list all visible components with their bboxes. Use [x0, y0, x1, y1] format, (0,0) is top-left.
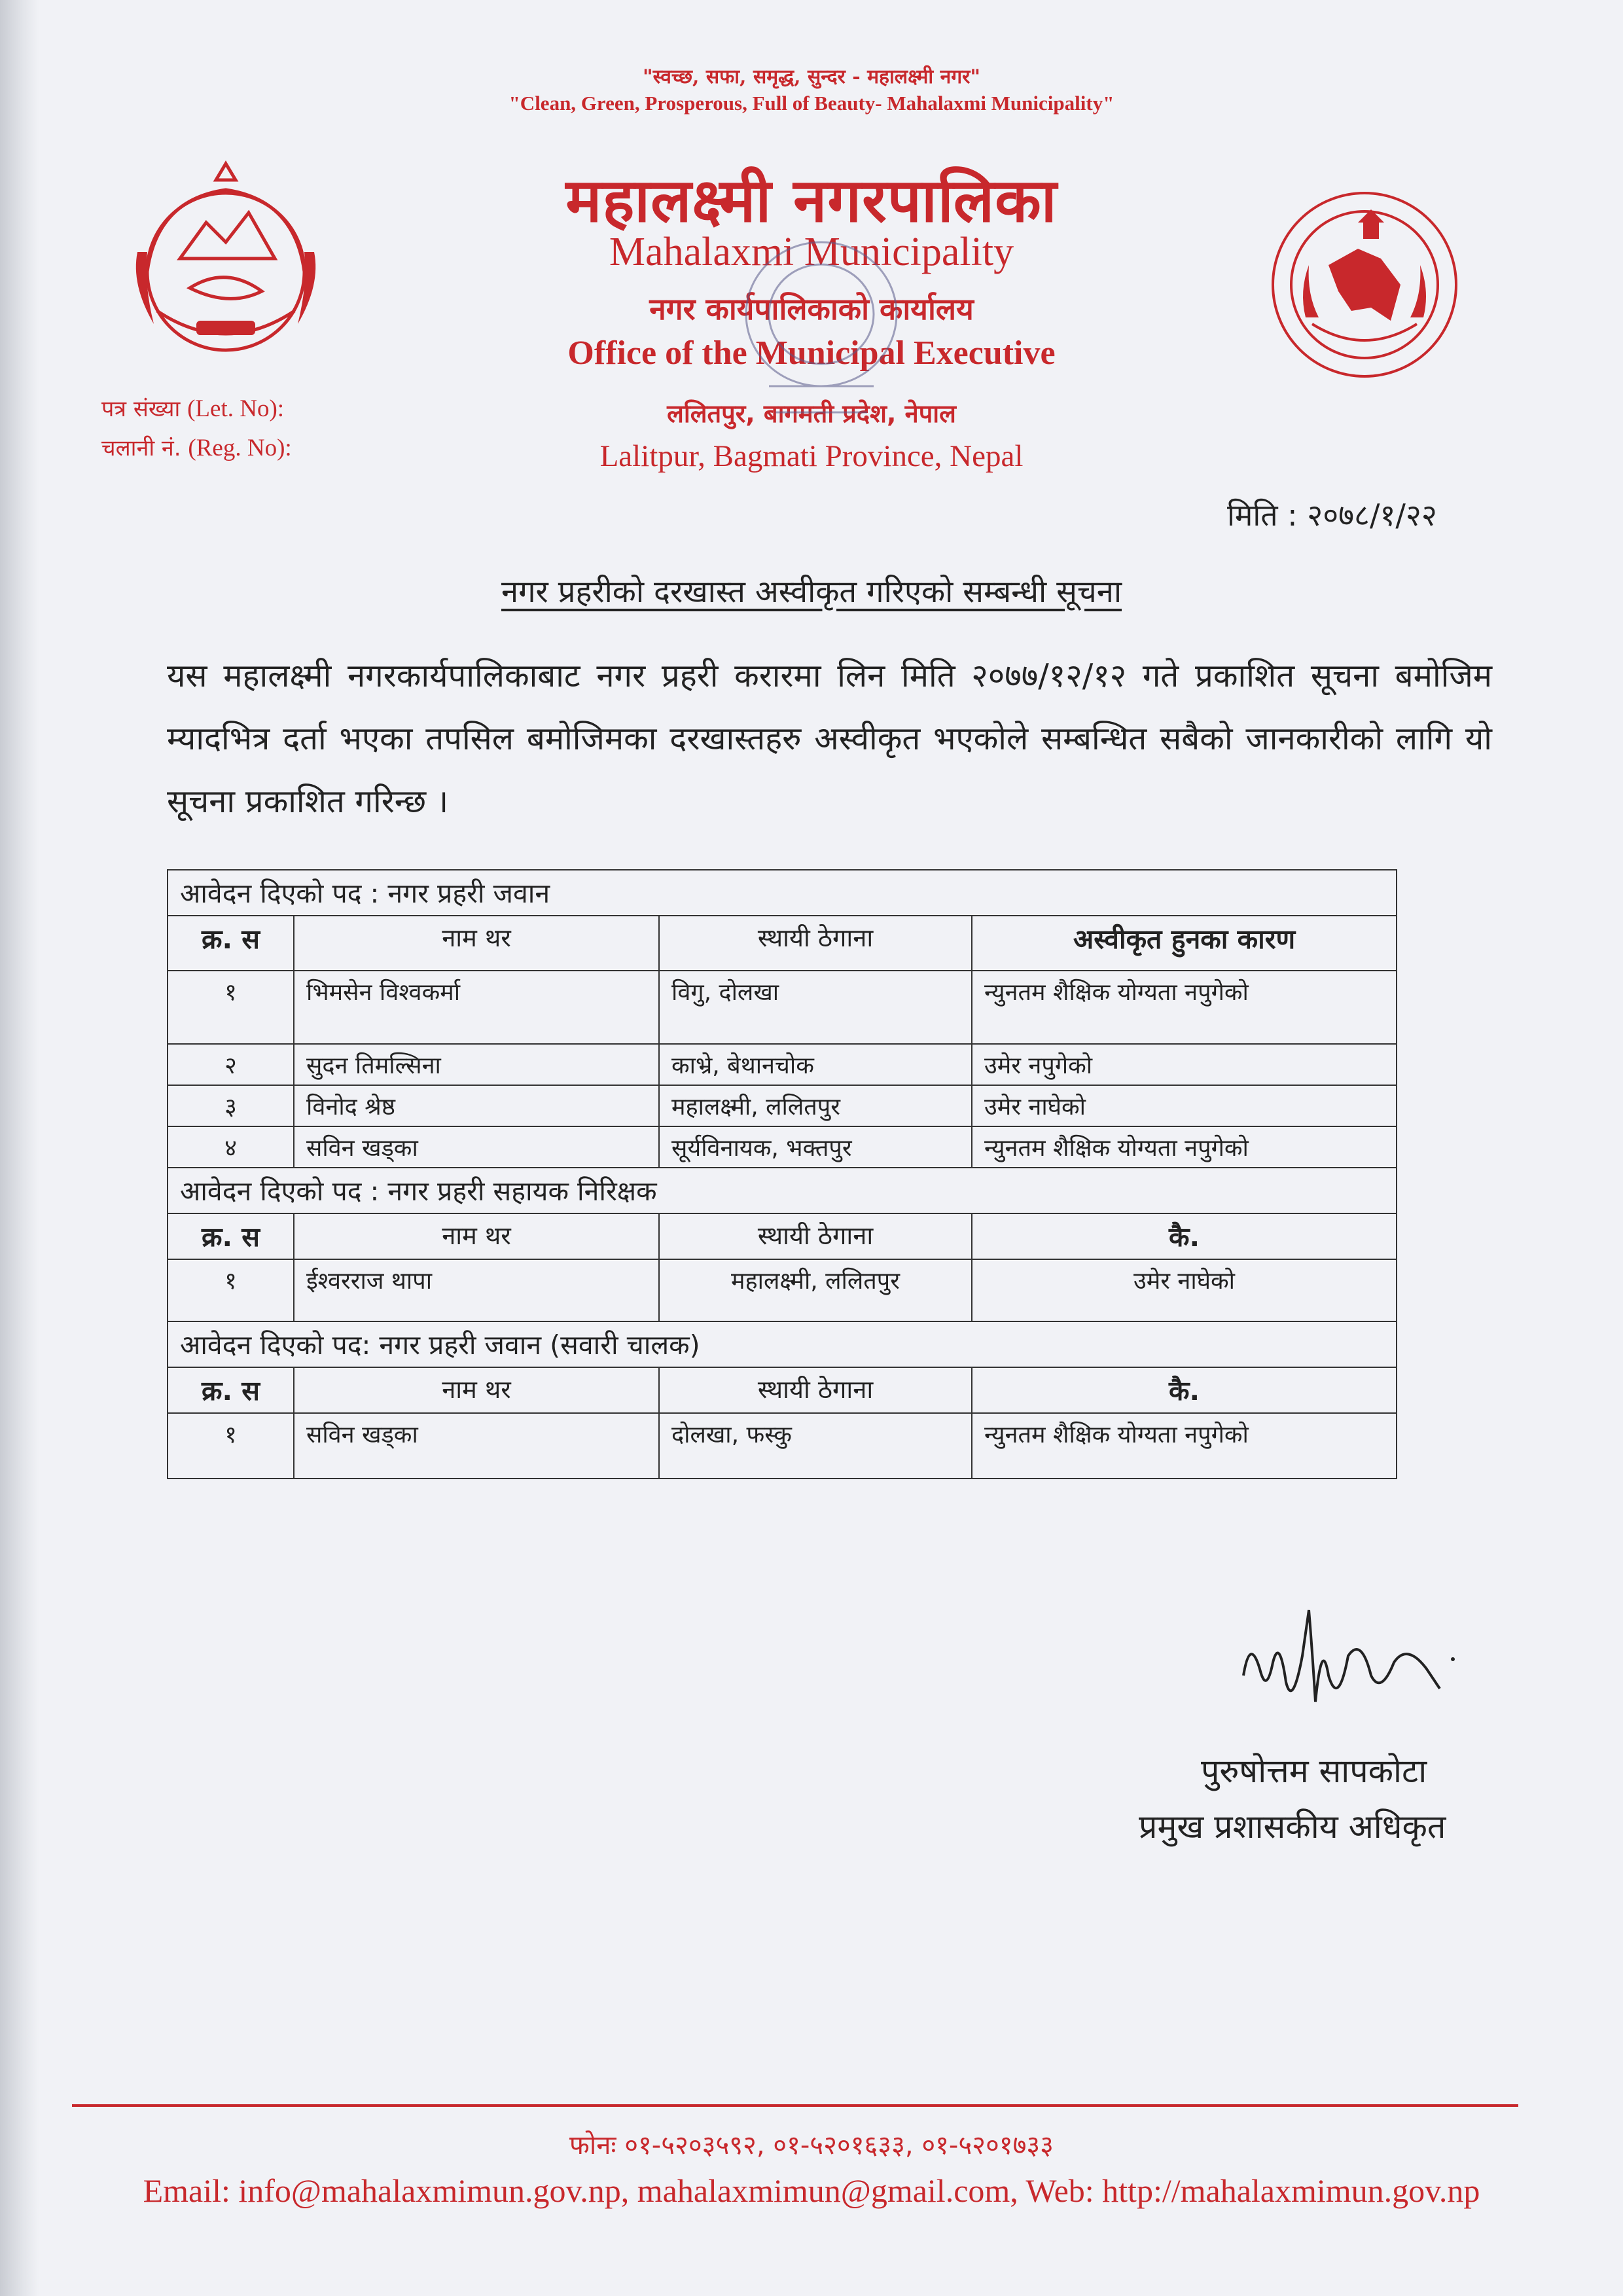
column-header-serial: क्र. स [168, 1367, 294, 1413]
table-row [168, 1085, 1397, 1126]
notice-body: यस महालक्ष्मी नगरकार्यपालिकाबाट नगर प्रहरी करारमा लिन मिति २०७७/१२/१२ गते प्रकाशित सूचना बमोजिम म्यादभित्र दर्ता भएका तपसिल बमोजिमका दरखास्तहरु अस्वीकृत भएकोले सम्बन्धित सबैको जानकारीको लागि यो सूचना प्रकाशित गरिन्छ । [167, 657, 1493, 820]
name-cell: सविन खड्का [294, 1413, 659, 1479]
notice-date: मिति : २०७८/१/२२ [1227, 497, 1437, 533]
registration-number-label-np: चलानी नं. [101, 435, 181, 461]
table-row [168, 1044, 1397, 1085]
address-cell: विगु, दोलखा [659, 971, 972, 1044]
municipality-title-nepali: महालक्ष्मी नगरपालिका [565, 166, 1058, 236]
column-header-remarks: कै. [972, 1367, 1397, 1413]
office-title-english: Office of the Municipal Executive [567, 334, 1056, 372]
municipality-title-english: Mahalaxmi Municipality [609, 230, 1014, 274]
column-header-serial: क्र. स [168, 916, 294, 971]
column-header-address: स्थायी ठेगाना [659, 1367, 972, 1413]
signatory-designation: प्रमुख प्रशासकीय अधिकृत [1139, 1808, 1446, 1846]
remarks-cell: न्युनतम शैक्षिक योग्यता नपुगेको [972, 1413, 1397, 1479]
letter-number-label-en: (Let. No): [187, 395, 285, 422]
slogan-nepali: "स्वच्छ, सफा, समृद्ध, सुन्दर - महालक्ष्मी नगर" [642, 65, 981, 88]
table-row [168, 1413, 1397, 1479]
notice-subject-text: नगर प्रहरीको दरखास्त अस्वीकृत गरिएको सम्बन्धी सूचना [501, 574, 1122, 610]
address-cell: काभ्रे, बेथानचोक [659, 1044, 972, 1085]
letter-number-label-np: पत्र संख्या [101, 396, 181, 422]
office-stamp [730, 223, 913, 452]
serial-cell: २ [168, 1044, 294, 1085]
column-header-reason: अस्वीकृत हुनका कारण [972, 916, 1397, 971]
name-cell: सविन खड्का [294, 1126, 659, 1168]
table-section-title: आवेदन दिएको पद : नगर प्रहरी जवान [168, 870, 1397, 916]
table-section-title: आवेदन दिएको पद : नगर प्रहरी सहायक निरिक्षक [168, 1168, 1397, 1213]
column-header-name: नाम थर [294, 1367, 659, 1413]
column-header-serial: क्र. स [168, 1213, 294, 1259]
rejected-applicants-table-1 [167, 869, 1397, 1479]
serial-cell: ३ [168, 1085, 294, 1126]
address-cell: सूर्यविनायक, भक्तपुर [659, 1126, 972, 1168]
mahalaxmi-municipality-logo [1266, 187, 1463, 383]
address-english: Lalitpur, Bagmati Province, Nepal [599, 439, 1024, 473]
serial-cell: १ [168, 971, 294, 1044]
slogan-english: "Clean, Green, Prosperous, Full of Beauty- Mahalaxmi Municipality" [508, 92, 1115, 115]
serial-cell: १ [168, 1259, 294, 1321]
signatory-name: पुरुषोत्तम सापकोटा [1201, 1752, 1427, 1790]
name-cell: सुदन तिमल्सिना [294, 1044, 659, 1085]
reason-cell: न्युनतम शैक्षिक योग्यता नपुगेको [972, 1126, 1397, 1168]
name-cell: ईश्वरराज थापा [294, 1259, 659, 1321]
serial-cell: ४ [168, 1126, 294, 1168]
serial-cell: १ [168, 1413, 294, 1479]
office-title-nepali: नगर कार्यपालिकाको कार्यालय [649, 291, 974, 327]
column-header-name: नाम थर [294, 1213, 659, 1259]
name-cell: विनोद श्रेष्ठ [294, 1085, 659, 1126]
reason-cell: उमेर नाघेको [972, 1085, 1397, 1126]
table-row [168, 971, 1397, 1044]
column-header-name: नाम थर [294, 916, 659, 971]
address-cell: महालक्ष्मी, ललितपुर [659, 1259, 972, 1321]
registration-number-label [101, 432, 292, 462]
reason-cell: न्युनतम शैक्षिक योग्यता नपुगेको [972, 971, 1397, 1044]
table-row [168, 1259, 1397, 1321]
address-cell: महालक्ष्मी, ललितपुर [659, 1085, 972, 1126]
name-cell: भिमसेन विश्वकर्मा [294, 971, 659, 1044]
reason-cell: उमेर नपुगेको [972, 1044, 1397, 1085]
table-row [168, 1126, 1397, 1168]
address-nepali: ललितपुर, बागमती प्रदेश, नेपाल [667, 399, 956, 428]
remarks-cell: उमेर नाघेको [972, 1259, 1397, 1321]
footer-email-web: Email: info@mahalaxmimun.gov.np, mahalaxmimun@gmail.com, Web: http://mahalaxmimun.gov.np [143, 2172, 1480, 2209]
letter-number-label [101, 393, 284, 423]
footer-divider [72, 2104, 1518, 2107]
footer-phone: फोनः ०१-५२०३५९२, ०१-५२०१६३३, ०१-५२०१७३३ [569, 2130, 1054, 2161]
table-section-title: आवेदन दिएको पद: नगर प्रहरी जवान (सवारी चालक) [168, 1321, 1397, 1367]
handwritten-signature [1230, 1597, 1466, 1728]
notice-subject [0, 569, 1623, 611]
address-cell: दोलखा, फस्कु [659, 1413, 972, 1479]
column-header-address: स्थायी ठेगाना [659, 1213, 972, 1259]
column-header-remarks: कै. [972, 1213, 1397, 1259]
registration-number-label-en: (Reg. No): [188, 435, 292, 461]
column-header-address: स्थायी ठेगाना [659, 916, 972, 971]
